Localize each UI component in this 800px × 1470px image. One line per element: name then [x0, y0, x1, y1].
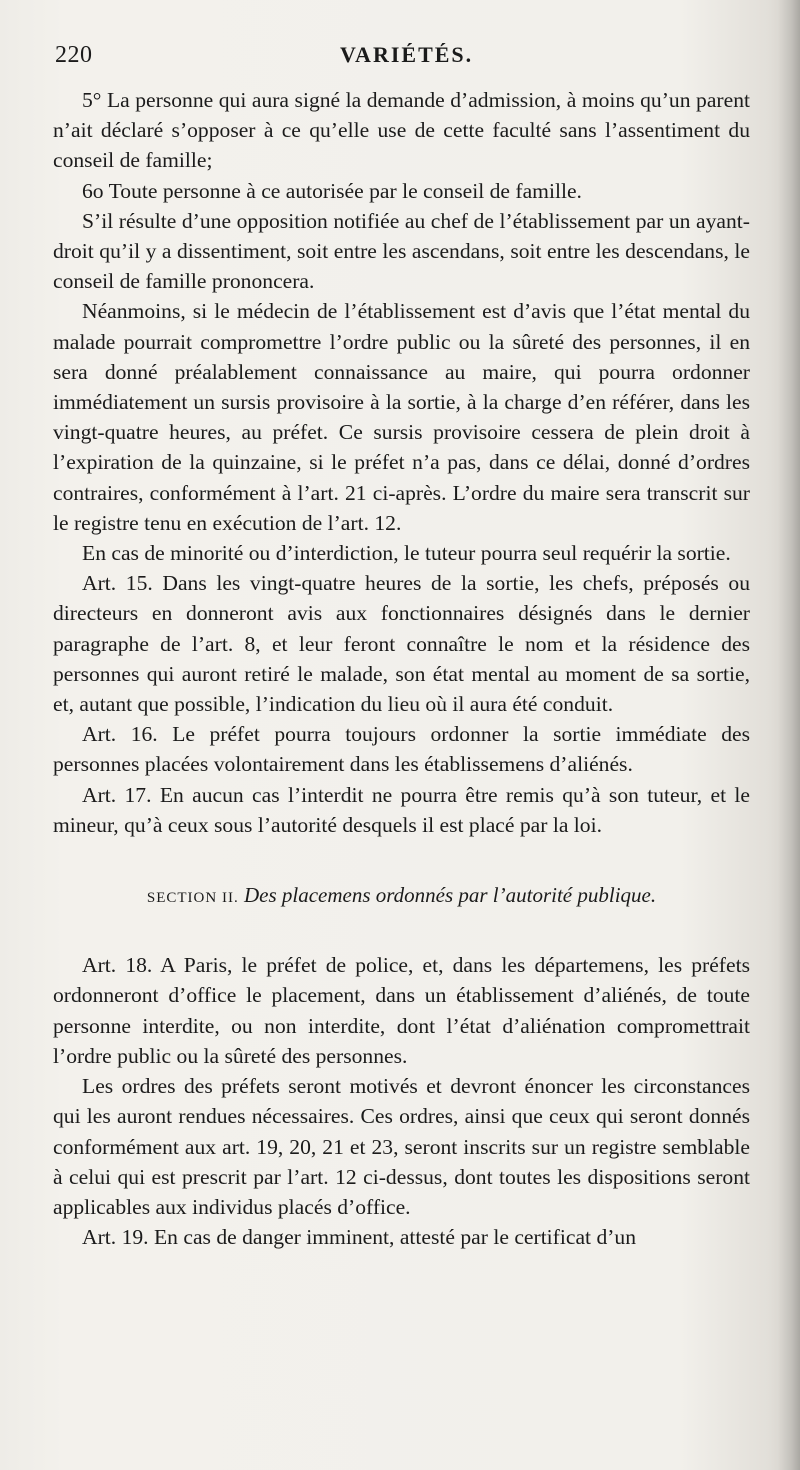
paragraph-art-17: Art. 17. En aucun cas l’interdit ne pourra être remis qu’à son tuteur, et le mineur, qu’à ceux sous l’autorité desquels il est placé par la loi. — [53, 782, 750, 837]
section-heading — [53, 880, 750, 913]
paragraph-neanmoins: Néanmoins, si le médecin de l’établissement est d’avis que l’état mental du malade pourrait compromettre l’ordre public ou la sûreté des personnes, il en sera donné préalablement connaissance au maire, qui pourra ordonner immédiatement un sursis provisoire à la sortie, à la charge d’en référer, dans les vingt-quatre heures, au préfet. Ce sursis provisoire cessera de plein droit à l’expiration de la quinzaine, si le préfet n’a pas, dans ce délai, donné d’ordres contraires, conformément à l’art. 21 ci-après. L’ordre du maire sera transcrit sur le registre tenu en exécution de l’art. 12. — [53, 299, 750, 535]
page-number: 220 — [55, 42, 93, 68]
paragraph-art-16: Art. 16. Le préfet pourra toujours ordonner la sortie immédiate des personnes placées volontairement dans les établissemens d’aliénés. — [53, 722, 750, 777]
page-gutter-shadow — [778, 0, 800, 1470]
body-text — [53, 85, 750, 1252]
paragraph-item-6: 6o Toute personne à ce autorisée par le conseil de famille. — [82, 178, 582, 203]
section-label: SECTION II. — [146, 890, 239, 907]
paragraph-ordres-prefets: Les ordres des préfets seront motivés et devront énoncer les circonstances qui les auront rendues nécessaires. Ces ordres, ainsi que ceux qui seront donnés conformément aux art. 19, 20, 21 et 23, seront inscrits sur un registre semblable à celui qui est prescrit par l’art. 12 ci-dessus, dont toutes les dispositions seront applicables aux individus placés d’office. — [53, 1074, 750, 1219]
paragraph-art-15: Art. 15. Dans les vingt-quatre heures de la sortie, les chefs, préposés ou directeurs en donneront avis aux fonctionnaires désignés dans le dernier paragraphe de l’art. 8, et leur feront connaître le nom et la résidence des personnes qui auront retiré le malade, son état mental au moment de sa sortie, et, autant que possible, l’indication du lieu où il aura été conduit. — [53, 571, 750, 717]
paragraph-item-5: 5° La personne qui aura signé la demande d’admission, à moins qu’un parent n’ait déclaré s’opposer à ce qu’elle use de cette faculté sans l’assentiment du conseil de famille; — [53, 88, 750, 173]
paragraph-art-19: Art. 19. En cas de danger imminent, attesté par le certificat d’un — [82, 1225, 637, 1250]
section-title: Des placemens ordonnés par l’autorité publique. — [243, 883, 657, 908]
paragraph-art-18: Art. 18. A Paris, le préfet de police, et, dans les départemens, les préfets ordonneront d’office le placement, dans un établissement d’aliénés, de toute personne interdite, ou non interdite, dont l’état d’aliénation compromettrait l’ordre public ou la sûreté des personnes. — [53, 953, 750, 1068]
running-head: VARIÉTÉS. — [340, 42, 474, 67]
paragraph-minorite: En cas de minorité ou d’interdiction, le tuteur pourra seul requérir la sortie. — [82, 541, 731, 566]
paragraph-opposition: S’il résulte d’une opposition notifiée au chef de l’établissement par un ayant-droit qu’il y a dissentiment, soit entre les ascendans, soit entre les descendans, le conseil de famille prononcera. — [53, 208, 750, 294]
page-header — [55, 42, 755, 82]
